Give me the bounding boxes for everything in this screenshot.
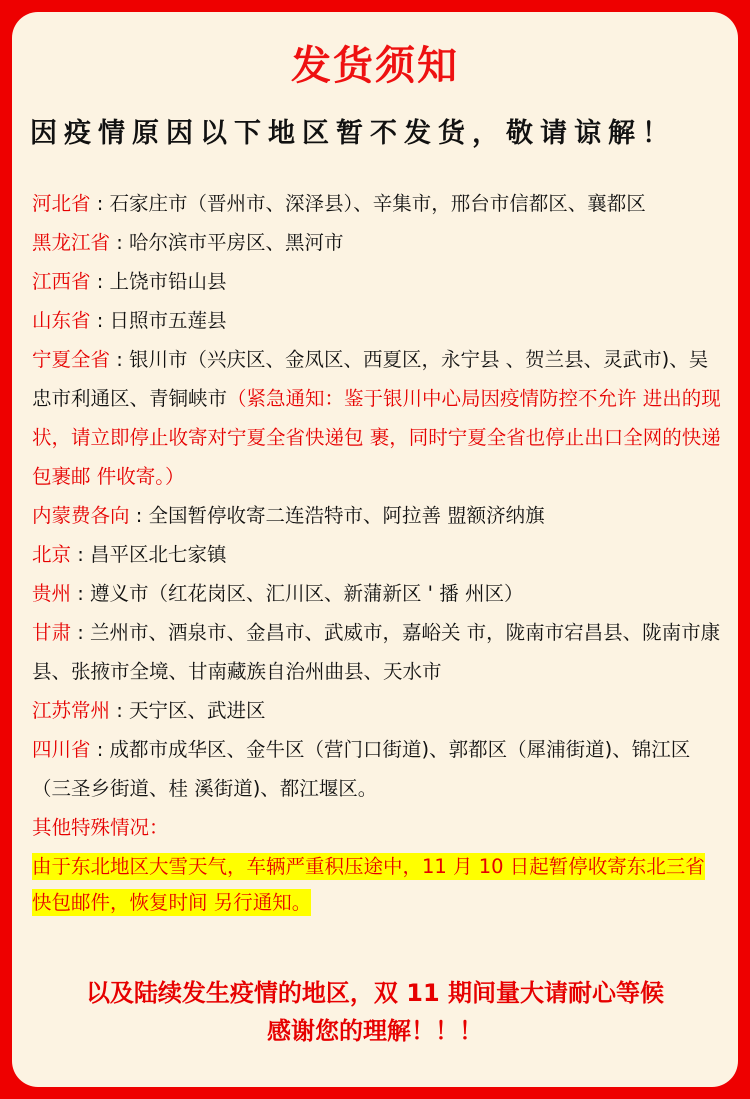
footer-line-1: 以及陆续发生疫情的地区，双 11 期间量大请耐心等候: [85, 979, 665, 1007]
region-areas: 兰州市、酒泉市、金昌市、武威市，嘉峪关 市，陇南市宕昌县、陇南市康县、张掖市全境、甘南藏族自治州曲县、天水市: [32, 621, 721, 683]
region-name: 贵州: [32, 582, 72, 605]
region-entry: [32, 223, 722, 262]
region-areas: 天宁区、武进区: [128, 699, 266, 722]
region-name: 河北省: [32, 192, 91, 215]
region-entry: [32, 574, 722, 613]
region-name: 北京: [32, 543, 72, 566]
other-situation-label: 其他特殊情况：: [32, 816, 169, 839]
region-entry: [32, 613, 722, 691]
region-separator: :: [129, 504, 149, 527]
region-areas: 石家庄市（晋州市、深泽县）、辛集市，邢台市信都区、襄都区: [109, 192, 646, 215]
region-entry: [32, 301, 722, 340]
other-situation-notice: [32, 849, 722, 921]
region-entries: [32, 184, 722, 808]
region-name: 甘肃: [32, 621, 72, 644]
region-separator: :: [110, 348, 129, 371]
highlighted-notice-text: 由于东北地区大雪天气，车辆严重积压途中，11 月 10 日起暂停收寄东北三省快包邮件，恢复时间 另行通知。: [32, 855, 705, 914]
region-areas: 日照市五莲县: [109, 309, 227, 332]
region-separator: :: [90, 309, 110, 332]
region-separator: :: [90, 738, 110, 761]
region-entry: [32, 340, 722, 496]
region-areas: 昌平区北七家镇: [89, 543, 227, 566]
region-entry: [32, 262, 722, 301]
region-separator: :: [71, 621, 90, 644]
urgent-notice: （紧急通知：鉴于银川中心局因疫情防控不允许 进出的现状，请立即停止收寄对宁夏全省快递包 裹，同时宁夏全省也停止出口全网的快递包裹邮 件收寄。）: [32, 387, 721, 488]
region-separator: :: [90, 192, 110, 215]
region-name: 黑龙江省: [32, 231, 111, 254]
page-title: 发货须知: [291, 43, 459, 89]
region-separator: :: [71, 582, 90, 605]
region-areas: 遵义市（红花岗区、汇川区、新蒲新区 ' 播 州区）: [89, 582, 524, 605]
footer-message: [12, 974, 738, 1050]
region-entry: [32, 184, 722, 223]
region-name: 四川省: [32, 738, 91, 761]
region-entry: [32, 691, 722, 730]
region-name: 江西省: [32, 270, 91, 293]
region-entry: [32, 496, 722, 535]
region-separator: :: [110, 231, 129, 254]
region-areas: 上饶市铅山县: [109, 270, 227, 293]
notice-card: [12, 12, 738, 1087]
region-name: 山东省: [32, 309, 91, 332]
region-name: 内蒙费各向: [32, 504, 130, 527]
region-entry: [32, 730, 722, 808]
region-name: 宁夏全省: [32, 348, 111, 371]
footer-line-2: 感谢您的理解！！！: [267, 1017, 483, 1045]
region-entry: [32, 535, 722, 574]
notice-subtitle: 因疫情原因以下地区暂不发货，敬请谅解！: [30, 118, 676, 149]
region-areas: 全国暂停收寄二连浩特市、阿拉善 盟额济纳旗: [148, 504, 545, 527]
region-separator: :: [90, 270, 110, 293]
region-name: 江苏常州: [32, 699, 111, 722]
region-separator: :: [71, 543, 90, 566]
region-separator: :: [110, 699, 129, 722]
region-list: [32, 184, 722, 921]
region-areas: 成都市成华区、金牛区（营门口街道)、郭都区（犀浦街道)、锦江区（三圣乡街道、桂 溪街道)、都江堰区。: [32, 738, 691, 800]
region-areas: 哈尔滨市平房区、黑河市: [128, 231, 344, 254]
region-areas: 银川市（兴庆区、金凤区、西夏区，永宁县 、贺兰县、灵武市)、吴忠市利通区、青铜峡市: [32, 348, 709, 410]
